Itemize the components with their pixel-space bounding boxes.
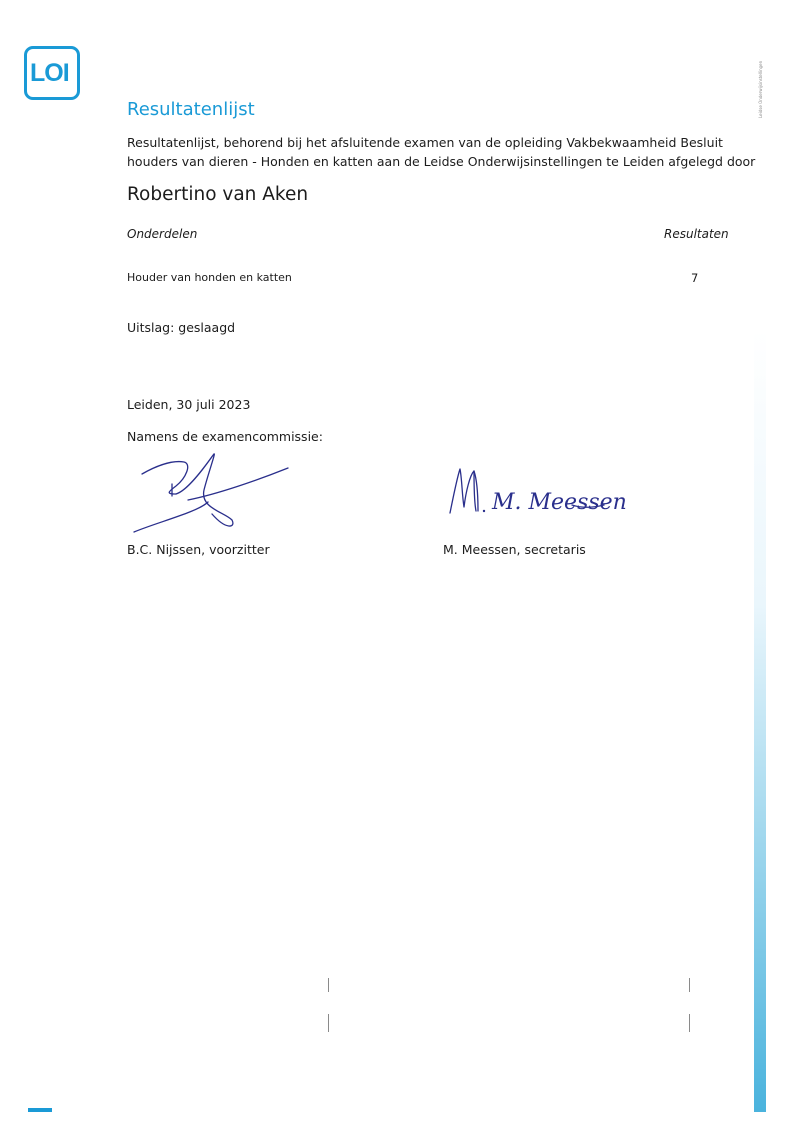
fold-mark	[689, 1014, 690, 1032]
page-title: Resultatenlijst	[127, 99, 255, 120]
committee-label: Namens de examencommissie:	[127, 429, 323, 444]
intro-text-line-1: Resultatenlijst, behorend bij het afsluitende examen van de opleiding Vakbekwaamheid Besluit	[127, 135, 723, 150]
logo-text: LOI	[30, 59, 69, 87]
fold-mark	[328, 1014, 329, 1032]
result-row-grade: 7	[691, 271, 699, 285]
side-note	[756, 60, 764, 120]
side-note-text: Leidse Onderwijsinstellingen	[758, 60, 763, 118]
student-name: Robertino van Aken	[127, 184, 309, 205]
secretary-signature	[444, 463, 627, 519]
loi-logo	[24, 46, 80, 100]
footer-accent-bar	[28, 1108, 52, 1112]
column-header-parts: Onderdelen	[127, 227, 198, 241]
fold-mark	[689, 978, 690, 992]
fold-mark	[328, 978, 329, 992]
secretary-name: M. Meessen, secretaris	[443, 542, 586, 557]
chair-name: B.C. Nijssen, voorzitter	[127, 542, 270, 557]
place-and-date: Leiden, 30 juli 2023	[127, 397, 251, 412]
result-row-part: Houder van honden en katten	[127, 271, 292, 284]
intro-text-line-2: houders van dieren - Honden en katten aan de Leidse Onderwijsinstellingen te Leiden afgelegd door	[127, 154, 756, 169]
chair-signature	[128, 450, 298, 538]
secretary-signature-text: M. Meessen	[492, 490, 627, 515]
decorative-side-band	[754, 330, 766, 1112]
exam-outcome: Uitslag: geslaagd	[127, 320, 236, 335]
column-header-results: Resultaten	[664, 227, 729, 241]
